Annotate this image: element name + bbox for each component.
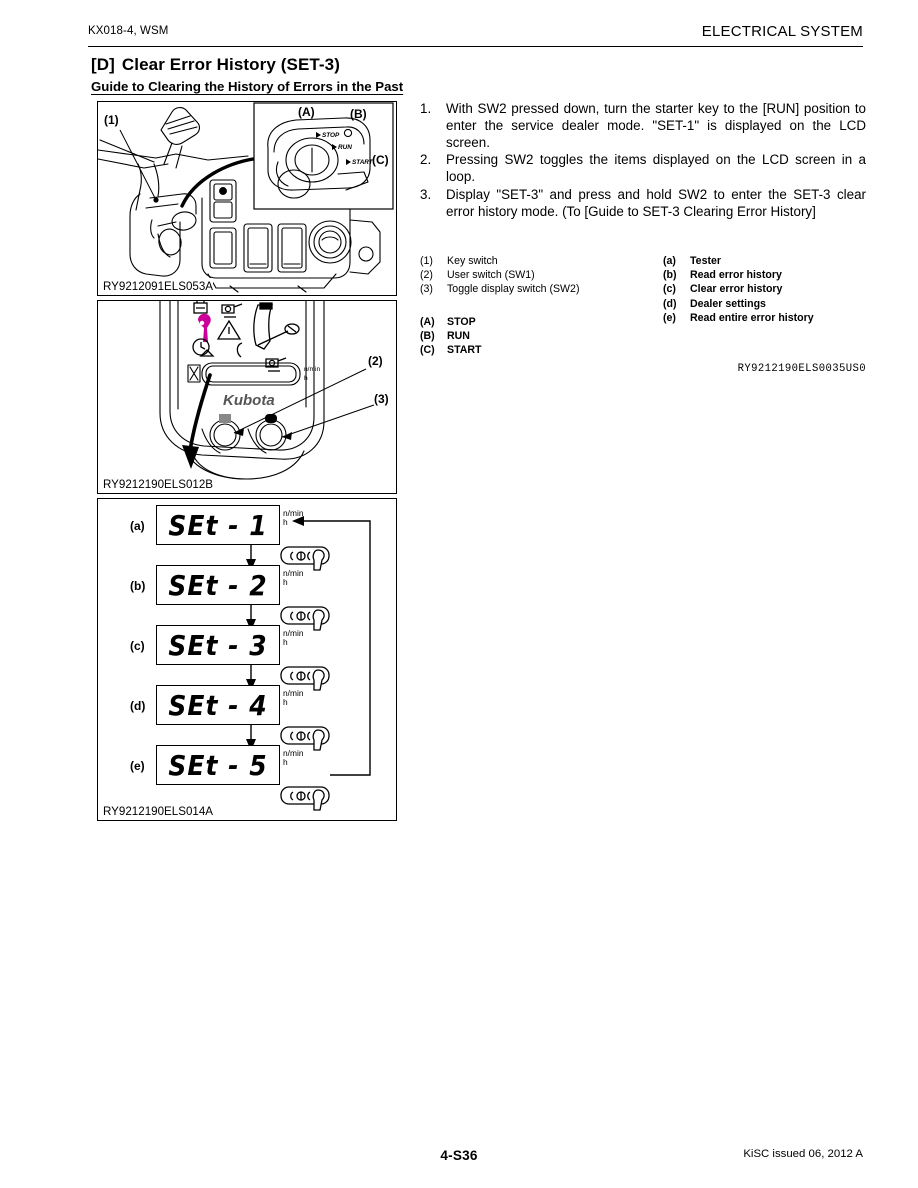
lcd-display-c — [156, 625, 280, 665]
legend-item — [663, 268, 866, 282]
legend-key: (a) — [663, 255, 676, 267]
step-text: With SW2 pressed down, turn the starter key to the [RUN] position to enter the service dealer mode. "SET-1" is displayed on the LCD screen. — [446, 101, 866, 150]
oil-can-icon-2 — [266, 358, 286, 371]
lcd-text-c: SEt - 3 — [168, 628, 268, 662]
sequence-tag-d: (d) — [130, 699, 146, 713]
step-number: 3. — [420, 186, 432, 202]
legend-item — [420, 254, 650, 268]
legend-label: START — [447, 344, 482, 357]
clock-icon — [193, 339, 213, 356]
step-text: Pressing SW2 toggles the items displayed on the LCD screen in a loop. — [446, 152, 866, 185]
legend-letter-column — [663, 254, 866, 325]
figure-caption: RY9212091ELS053A — [98, 278, 213, 295]
instruction-list — [420, 101, 866, 222]
legend-key: (1) — [420, 255, 433, 267]
lcd-unit-rpm: n/min — [304, 366, 321, 373]
oil-can-icon — [222, 304, 242, 317]
legend-key: (C) — [420, 344, 435, 357]
header-model: KX018-4, WSM — [88, 25, 169, 37]
figure-set-sequence — [97, 498, 397, 821]
lcd-unit-d: n/min h — [283, 688, 304, 708]
legend-key: (d) — [663, 297, 677, 310]
kubota-brand-text: Kubota — [223, 392, 275, 409]
legend-key: (b) — [663, 269, 677, 282]
lcd-display-b — [156, 565, 280, 605]
sequence-row-a — [98, 503, 394, 555]
lcd-unit-c: n/min h — [283, 628, 304, 648]
legend-label: Dealer settings — [690, 297, 766, 310]
key-switch-inset — [254, 103, 393, 209]
legend-key: (3) — [420, 283, 433, 296]
key-position-start: START — [352, 159, 373, 166]
lcd-text-d: SEt - 4 — [168, 688, 268, 722]
legend-key: (B) — [420, 330, 435, 343]
lcd-unit-e: n/min h — [283, 748, 304, 768]
page-title — [91, 55, 340, 75]
legend-label: Tester — [690, 255, 722, 267]
callout-1-label: (1) — [104, 113, 119, 127]
lcd-text-a: SEt - 1 — [168, 508, 268, 542]
callout-A-label: (A) — [298, 105, 315, 119]
page-header — [88, 25, 863, 47]
legend-label: Toggle display switch (SW2) — [447, 283, 580, 296]
callout-B-label: (B) — [350, 107, 367, 121]
figure-instrument-cluster — [97, 300, 397, 494]
callout-C-label: (C) — [372, 153, 389, 167]
sequence-tag-e: (e) — [130, 759, 145, 773]
legend-label: Read error history — [690, 269, 782, 282]
legend-label: Read entire error history — [690, 311, 814, 324]
figure-caption: RY9212190ELS012B — [98, 476, 213, 493]
sequence-tag-a: (a) — [130, 519, 145, 533]
legend-item — [663, 282, 866, 296]
legend-key: (e) — [663, 311, 676, 324]
legend-item — [663, 311, 866, 325]
legend-numbered-column — [420, 254, 650, 357]
sequence-tag-b: (b) — [130, 579, 146, 593]
legend-item — [663, 297, 866, 311]
figure-reference-code: RY9212190ELS0035US0 — [737, 363, 866, 375]
lcd-unit-hour: h — [304, 375, 308, 382]
page-number: 4-S36 — [440, 1148, 478, 1163]
title-main: Clear Error History (SET-3) — [121, 55, 341, 74]
lcd-text-b: SEt - 2 — [168, 568, 268, 602]
key-position-stop: STOP — [322, 132, 340, 139]
legend-key: (A) — [420, 316, 435, 328]
legend-label: Clear error history — [690, 283, 783, 296]
legend-label: Key switch — [447, 255, 498, 267]
legend-item — [420, 315, 650, 329]
lcd-display-a — [156, 505, 280, 545]
callout-3-label: (3) — [374, 392, 389, 406]
instruction-step — [420, 152, 866, 186]
instruction-step — [420, 187, 866, 221]
step-number: 1. — [420, 101, 432, 116]
lcd-unit-a: n/min h — [283, 508, 304, 528]
callout-2-label: (2) — [368, 354, 383, 368]
legend-label: STOP — [447, 316, 476, 328]
step-text: Display "SET-3" and press and hold SW2 to enter the SET-3 clear error history mode. (To [Guide to SET-3 Clearing Error History] — [446, 186, 866, 219]
sequence-row-d — [98, 683, 394, 735]
legend-item — [420, 343, 650, 357]
sequence-row-e — [98, 743, 394, 801]
issue-note: KiSC issued 06, 2012 A — [743, 1148, 863, 1160]
title-bracket: [D] — [91, 55, 115, 74]
lcd-display-e — [156, 745, 280, 785]
lcd-text-e: SEt - 5 — [168, 748, 268, 782]
figure-caption: RY9212190ELS014A — [98, 803, 213, 820]
header-section: ELECTRICAL SYSTEM — [701, 23, 863, 40]
legend-item — [420, 282, 650, 296]
legend-item — [663, 254, 866, 268]
legend-label: RUN — [447, 330, 470, 343]
callout-1-leader — [120, 130, 156, 200]
instruction-step — [420, 101, 866, 151]
legend-item — [420, 268, 650, 282]
figure-cluster-drawing — [98, 301, 394, 491]
figure-dashboard — [97, 101, 397, 296]
wrench-icon — [198, 314, 211, 342]
legend-key: (2) — [420, 269, 433, 282]
legend-label: User switch (SW1) — [447, 269, 535, 282]
legend-key: (c) — [663, 283, 676, 296]
page-subtitle: Guide to Clearing the History of Errors in the Past — [91, 79, 404, 94]
callout-1-dot — [153, 197, 158, 202]
button-icon-left — [219, 414, 231, 423]
header-rule — [88, 46, 863, 47]
figure-dashboard-drawing — [98, 102, 394, 293]
lcd-unit-b: n/min h — [283, 568, 304, 588]
sequence-tag-c: (c) — [130, 639, 145, 653]
warning-triangle-icon — [218, 321, 240, 339]
sequence-row-c — [98, 623, 394, 675]
sequence-row-b — [98, 563, 394, 615]
glow-plug-icon — [237, 303, 299, 357]
step-number: 2. — [420, 152, 432, 168]
legend-item — [420, 329, 650, 343]
lcd-display-d — [156, 685, 280, 725]
legend-caps-column — [420, 315, 650, 358]
warning-icons — [193, 301, 299, 371]
key-position-run: RUN — [338, 144, 352, 151]
press-button-icon — [280, 785, 334, 815]
